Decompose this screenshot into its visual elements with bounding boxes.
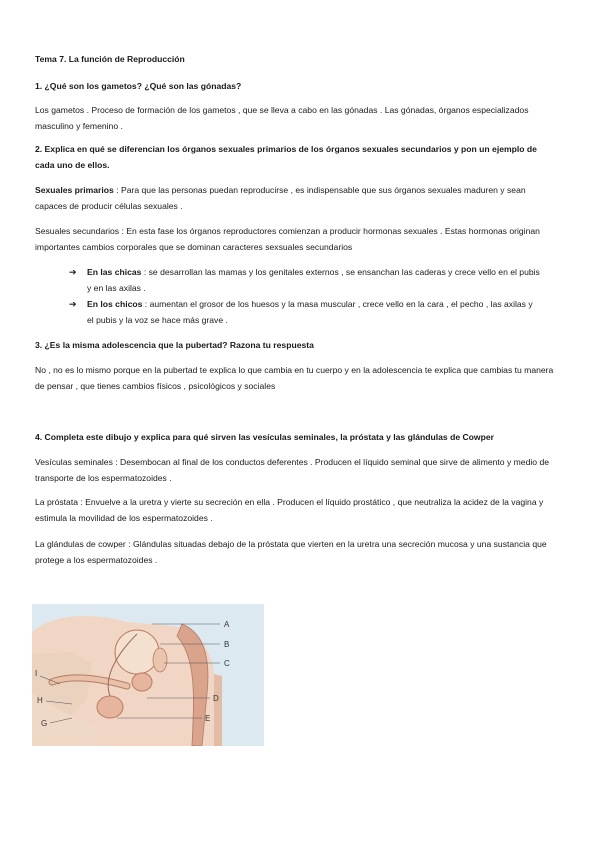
arrow-icon: ➔: [69, 299, 77, 309]
label-i: I: [35, 669, 38, 678]
bullet-chicos-label: En los chicos: [87, 299, 143, 309]
bullet-chicos: [71, 297, 541, 328]
label-c: C: [224, 659, 230, 668]
answer-vesiculas: Vesículas seminales : Desembocan al final de los conductos deferentes . Producen el líquido seminal que sirve de alimento y medio de transporte de los espermatozoides .: [35, 457, 550, 483]
label-a: A: [224, 620, 230, 629]
buttock-edge: [214, 674, 222, 746]
arrow-icon: ➔: [69, 267, 77, 277]
seminal-vesicle-shape: [153, 648, 167, 672]
primarios-text: : Para que las personas puedan reproducirse , es indispensable que sus órganos sexuales maduren y sean capaces de producir células sexuales .: [35, 185, 526, 211]
label-e: E: [205, 714, 211, 723]
testicle-shape: [97, 696, 123, 718]
bullet-chicas: [71, 265, 541, 296]
prostate-shape: [132, 673, 152, 691]
primarios-label: Sexuales primarios: [35, 185, 114, 195]
document-title: Tema 7. La función de Reproducción: [35, 54, 185, 64]
question-1-answer: Los gametos . Proceso de formación de los gametos , que se lleva a cabo en las gónadas . Las gónadas, órganos especializados masculino y femenino .: [35, 105, 529, 131]
answer-secundarios: Sesuales secundarios : En esta fase los órganos reproductores comienzan a producir hormonas sexuales . Estas hormonas originan importantes cambios corporales que se dominan caracteres sexsuales secundarios: [35, 226, 540, 252]
label-d: D: [213, 694, 219, 703]
bullet-chicas-text: : se desarrollan las mamas y los genitales externos , se ensanchan las caderas y crece vello en el pubis y en las axilas .: [87, 267, 540, 293]
bullet-chicos-text: : aumentan el grosor de los huesos y la masa muscular , crece vello en la cara , el pecho , las axilas y el pubis y la voz se hace más grave .: [87, 299, 533, 325]
answer-primarios: [35, 183, 555, 214]
question-2-heading: 2. Explica en qué se diferencian los órganos sexuales primarios de los órganos sexuales secundarios y pon un ejemplo de cada uno de ellos.: [35, 144, 537, 170]
label-g: G: [41, 719, 48, 728]
reproductive-system-diagram: [32, 604, 264, 746]
answer-cowper: La glándulas de cowper : Glándulas situadas debajo de la próstata que vierten en la uretra una secreción mucosa y una sustancia que protege a los espermatozoides .: [35, 539, 547, 565]
label-b: B: [224, 640, 230, 649]
bullet-chicas-label: En las chicas: [87, 267, 142, 277]
answer-prostata: La próstata : Envuelve a la uretra y vierte su secreción en ella . Producen el líquido prostático , que neutraliza la acidez de la vagina y estimula la movilidad de los espermatozoides .: [35, 497, 544, 523]
question-1-heading: 1. ¿Qué son los gametos? ¿Qué son las gónadas?: [35, 81, 242, 91]
question-4-heading: 4. Completa este dibujo y explica para qué sirven las vesículas seminales, la próstata y las glándulas de Cowper: [35, 432, 494, 442]
question-3-heading: 3. ¿Es la misma adolescencia que la pubertad? Razona tu respuesta: [35, 340, 314, 350]
label-h: H: [37, 696, 43, 705]
question-3-answer: No , no es lo mismo porque en la pubertad te explica lo que cambia en tu cuerpo y en la adolescencia te explica que cambias tu manera de pensar , que tienes cambios físicos , psicológicos y sociales: [35, 365, 554, 391]
